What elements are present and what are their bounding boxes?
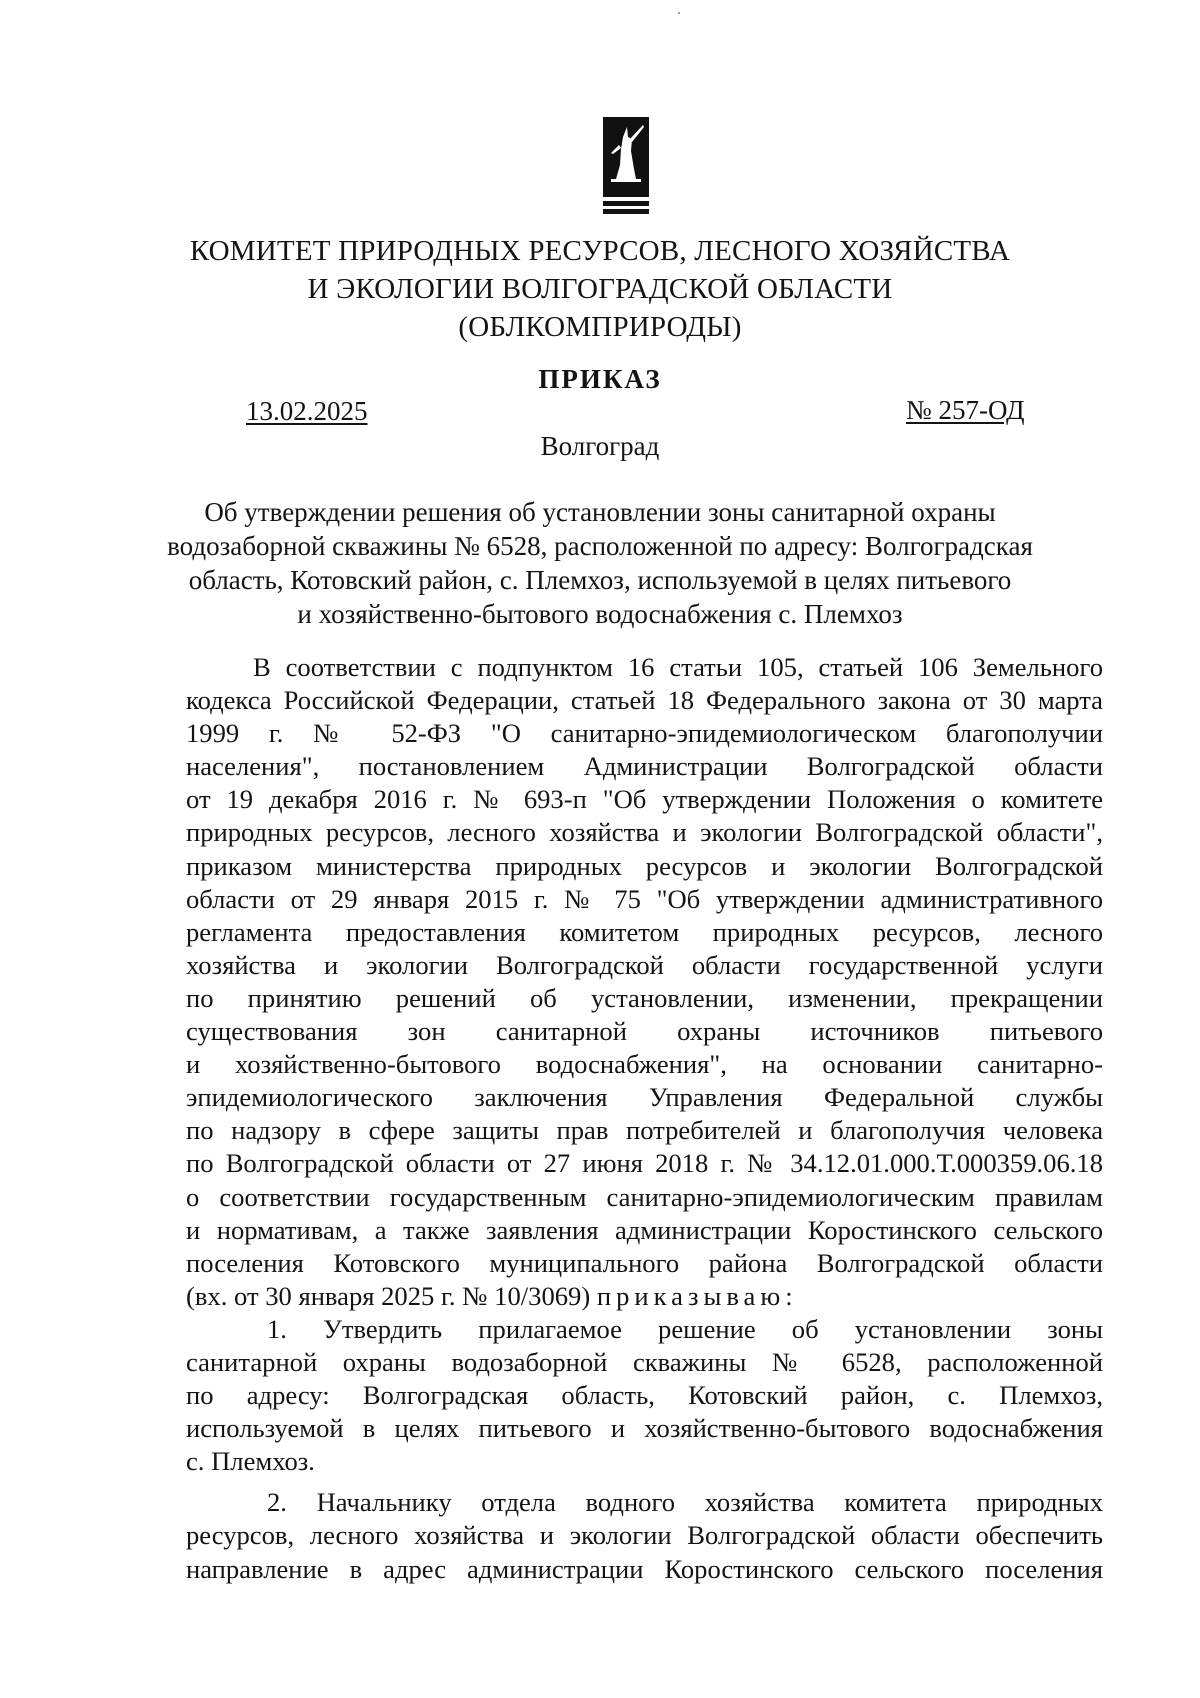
text-line: по принятию решений об установлении, изменении, прекращении (186, 982, 1103, 1013)
clause-1 (186, 1313, 1103, 1478)
text-line: природных ресурсов, лесного хозяйства и экологии Волгоградской области", (186, 817, 1103, 848)
text-line: по Волгоградской области от 27 июня 2018 г. № 34.12.01.000.Т.000359.06.18 (186, 1148, 1103, 1179)
subject-line: и хозяйственно-бытового водоснабжения с. Племхоз (297, 599, 903, 629)
text-line: поселения Котовского муниципального района Волгоградской области (186, 1247, 1103, 1278)
text-line: 2. Начальнику отдела водного хозяйства комитета природных (267, 1487, 1103, 1518)
text-line: по адресу: Волгоградская область, Котовский район, с. Племхоз, (186, 1380, 1103, 1411)
org-name-line-1: КОМИТЕТ ПРИРОДНЫХ РЕСУРСОВ, ЛЕСНОГО ХОЗЯЙСТВА (189, 235, 1011, 267)
org-name-line-3: (ОБЛКОМПРИРОДЫ) (458, 311, 742, 343)
text-line: о соответствии государственным санитарно-эпидемиологическим правилам (186, 1181, 1103, 1212)
order-date: 13.02.2025 (246, 396, 368, 426)
text-line: направление в адрес администрации Коростинского сельского поселения (186, 1553, 1103, 1584)
text-line: с. Племхоз. (186, 1446, 315, 1477)
paragraph-gap (186, 1478, 1103, 1486)
text-line: и нормативам, а также заявления администрации Коростинского сельского (186, 1214, 1103, 1245)
subject-line: водозаборной скважины № 6528, расположенной по адресу: Волгоградская (167, 531, 1033, 561)
text-line: по надзору в сфере защиты прав потребителей и благополучия человека (186, 1115, 1103, 1146)
text-line: эпидемиологического заключения Управления Федеральной службы (186, 1082, 1103, 1113)
text-line: ресурсов, лесного хозяйства и экологии Волгоградской области обеспечить (186, 1520, 1103, 1551)
text-line: существования зон санитарной охраны источников питьевого (186, 1016, 1103, 1047)
text-line: от 19 декабря 2016 г. № 693-п "Об утверждении Положения о комитете (186, 784, 1103, 815)
text-line: области от 29 января 2015 г. № 75 "Об утверждении административного (186, 883, 1103, 914)
order-number: № 257-ОД (906, 395, 1025, 425)
text-line: приказом министерства природных ресурсов и экологии Волгоградской (186, 850, 1103, 881)
incoming-reference: (вх. от 30 января 2025 г. № 10/3069) (186, 1280, 591, 1311)
scan-dot (678, 12, 680, 14)
subject-line: Об утверждении решения об установлении зоны санитарной охраны (204, 497, 996, 527)
text-line: и хозяйственно-бытового водоснабжения", на основании санитарно- (186, 1049, 1103, 1080)
order-body (186, 651, 1103, 1586)
text-line: населения", постановлением Администрации Волгоградской области (186, 751, 1103, 782)
text-line: санитарной охраны водозаборной скважины № 6528, расположенной (186, 1346, 1103, 1377)
text-line: кодекса Российской Федерации, статьей 18 Федерального закона от 30 марта (186, 685, 1103, 716)
volgograd-coat-of-arms-icon (603, 117, 649, 215)
clause-2 (186, 1486, 1103, 1585)
organization-name (150, 232, 1050, 346)
subject-line: область, Котовский район, с. Племхоз, используемой в целях питьевого (188, 565, 1012, 595)
org-name-line-2: И ЭКОЛОГИИ ВОЛГОГРАДСКОЙ ОБЛАСТИ (307, 273, 893, 305)
text-line: 1. Утвердить прилагаемое решение об установлении зоны (267, 1313, 1103, 1344)
text-line: используемой в целях питьевого и хозяйственно-бытового водоснабжения (186, 1413, 1103, 1444)
text-line (186, 1280, 1103, 1313)
preamble-paragraph (186, 651, 1103, 1313)
order-subject (150, 495, 1050, 631)
text-line: В соответствии с подпунктом 16 статьи 105, статьей 106 Земельного (253, 652, 1103, 682)
document-type: ПРИКАЗ (538, 364, 662, 394)
text-line: регламента предоставления комитетом природных ресурсов, лесного (186, 916, 1103, 947)
order-word: приказываю: (596, 1280, 798, 1311)
text-line: хозяйства и экологии Волгоградской области государственной услуги (186, 949, 1103, 980)
issue-city: Волгоград (540, 431, 660, 461)
text-line: 1999 г. № 52-ФЗ "О санитарно-эпидемиологическом благополучии (186, 718, 1103, 749)
